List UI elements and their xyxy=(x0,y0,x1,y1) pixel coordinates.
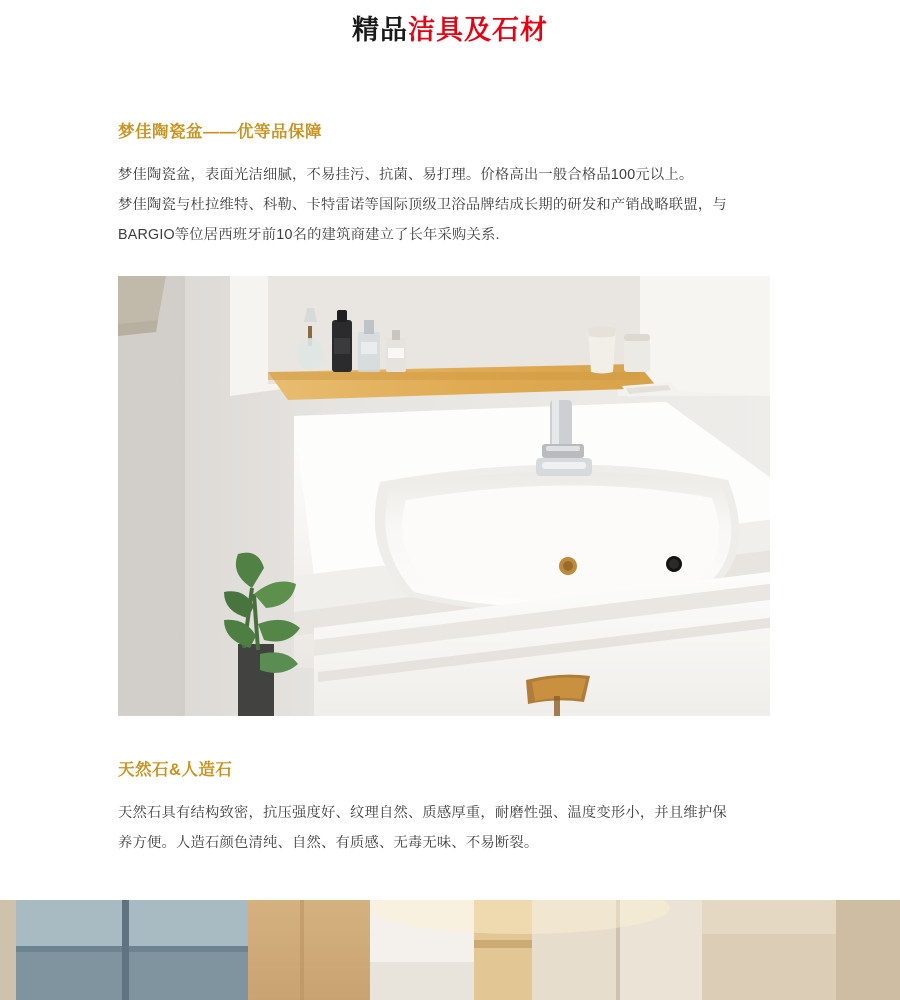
page-title-prefix: 精品 xyxy=(352,15,408,45)
section-body-ceramic xyxy=(118,160,782,250)
basin-photo-illustration xyxy=(118,276,770,716)
showroom-photo-illustration xyxy=(0,900,900,1000)
section-body-stone xyxy=(118,798,782,858)
paragraph-line: 养方便。人造石颜色清纯、自然、有质感、无毒无味、不易断裂。 xyxy=(118,835,539,852)
section-ceramic-basin xyxy=(118,118,782,716)
section-heading-stone: 天然石&人造石 xyxy=(118,761,233,780)
basin-photo xyxy=(118,276,770,716)
page-title xyxy=(0,0,900,46)
paragraph-line: 天然石具有结构致密，抗压强度好、纹理自然、质感厚重，耐磨性强、温度变形小，并且维护保 xyxy=(118,805,727,822)
section-stone xyxy=(118,756,782,858)
paragraph-line: 梦佳陶瓷与杜拉维特、科勒、卡特雷诺等国际顶级卫浴品牌结成长期的研发和产销战略联盟，与 xyxy=(118,197,727,214)
paragraph-line: BARGIO等位居西班牙前10名的建筑商建立了长年采购关系. xyxy=(118,227,500,244)
page-title-highlight: 洁具及石材 xyxy=(408,15,548,45)
section-heading-ceramic: 梦佳陶瓷盆——优等品保障 xyxy=(118,123,322,142)
showroom-photo-strip xyxy=(0,900,900,1000)
paragraph-line: 梦佳陶瓷盆，表面光洁细腻，不易挂污、抗菌、易打理。价格高出一般合格品100元以上。 xyxy=(118,167,694,184)
